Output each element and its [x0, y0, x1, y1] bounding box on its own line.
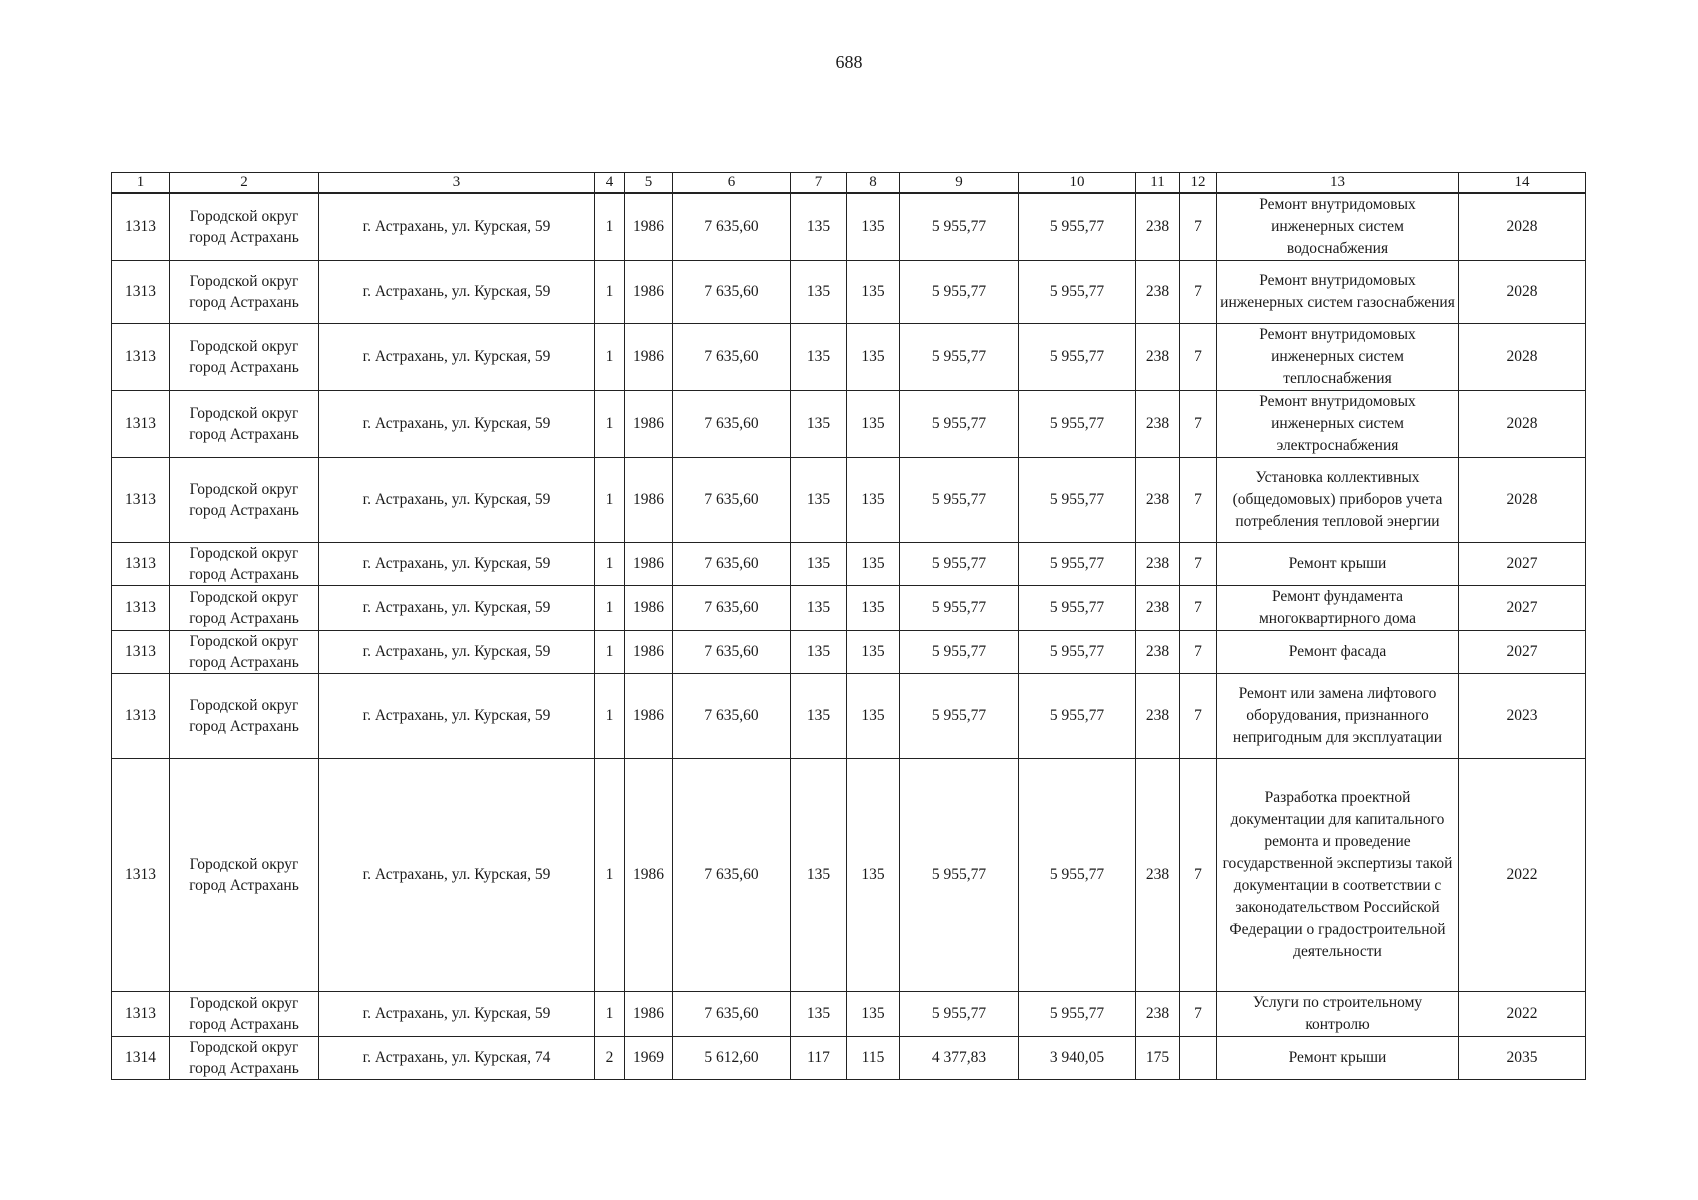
- total-area-cell: 7 635,60: [673, 674, 791, 759]
- area-value-a-cell: 5 955,77: [900, 193, 1019, 261]
- apartments-count-cell: 238: [1136, 261, 1180, 324]
- total-area-cell: 7 635,60: [673, 992, 791, 1037]
- apartments-count-cell: 175: [1136, 1037, 1180, 1080]
- apartments-count-cell: 238: [1136, 193, 1180, 261]
- floors-count-cell: 7: [1180, 631, 1217, 674]
- address-cell: г. Астрахань, ул. Курская, 59: [319, 391, 595, 458]
- residents-count-cell: 135: [791, 391, 847, 458]
- municipality-cell: Городской округ город Астрахань: [170, 992, 319, 1037]
- floors-count-cell: 7: [1180, 992, 1217, 1037]
- address-cell: г. Астрахань, ул. Курская, 59: [319, 458, 595, 543]
- apartments-count-cell: 238: [1136, 391, 1180, 458]
- table-row: [112, 543, 1586, 586]
- column-header: 5: [625, 173, 673, 194]
- planned-year-cell: 2028: [1459, 193, 1586, 261]
- area-value-b-cell: 5 955,77: [1019, 992, 1136, 1037]
- planned-year-cell: 2022: [1459, 992, 1586, 1037]
- table-body: [112, 193, 1586, 1080]
- building-category-cell: 1: [595, 759, 625, 992]
- municipality-cell: Городской округ город Астрахань: [170, 391, 319, 458]
- building-category-cell: 1: [595, 391, 625, 458]
- row-number-cell: 1313: [112, 992, 170, 1037]
- floors-count-cell: 7: [1180, 324, 1217, 391]
- apartments-count-cell: 238: [1136, 992, 1180, 1037]
- planned-year-cell: 2035: [1459, 1037, 1586, 1080]
- total-area-cell: 7 635,60: [673, 324, 791, 391]
- total-area-cell: 7 635,60: [673, 586, 791, 631]
- row-number-cell: 1313: [112, 759, 170, 992]
- year-built-cell: 1986: [625, 631, 673, 674]
- column-header: 7: [791, 173, 847, 194]
- address-cell: г. Астрахань, ул. Курская, 59: [319, 193, 595, 261]
- table-row: [112, 674, 1586, 759]
- year-built-cell: 1986: [625, 992, 673, 1037]
- floors-count-cell: 7: [1180, 674, 1217, 759]
- area-value-b-cell: 5 955,77: [1019, 193, 1136, 261]
- repair-work-type-cell: Ремонт фасада: [1217, 631, 1459, 674]
- table-row: [112, 759, 1586, 992]
- area-value-b-cell: 5 955,77: [1019, 324, 1136, 391]
- area-value-a-cell: 5 955,77: [900, 631, 1019, 674]
- table-row: [112, 992, 1586, 1037]
- year-built-cell: 1986: [625, 193, 673, 261]
- column-header: 4: [595, 173, 625, 194]
- area-value-a-cell: 5 955,77: [900, 759, 1019, 992]
- area-value-a-cell: 5 955,77: [900, 586, 1019, 631]
- repair-work-type-cell: Ремонт внутридомовых инженерных систем водоснабжения: [1217, 193, 1459, 261]
- year-built-cell: 1986: [625, 586, 673, 631]
- repair-work-type-cell: Ремонт внутридомовых инженерных систем теплоснабжения: [1217, 324, 1459, 391]
- apartments-count-cell: 238: [1136, 631, 1180, 674]
- row-number-cell: 1314: [112, 1037, 170, 1080]
- table-row: [112, 458, 1586, 543]
- row-number-cell: 1313: [112, 586, 170, 631]
- column-number-row: [112, 173, 1586, 194]
- building-category-cell: 2: [595, 1037, 625, 1080]
- municipality-cell: Городской округ город Астрахань: [170, 324, 319, 391]
- total-area-cell: 7 635,60: [673, 631, 791, 674]
- apartments-count-cell: 238: [1136, 543, 1180, 586]
- area-value-a-cell: 5 955,77: [900, 391, 1019, 458]
- address-cell: г. Астрахань, ул. Курская, 59: [319, 324, 595, 391]
- area-value-a-cell: 5 955,77: [900, 261, 1019, 324]
- total-area-cell: 5 612,60: [673, 1037, 791, 1080]
- column-header: 2: [170, 173, 319, 194]
- building-category-cell: 1: [595, 992, 625, 1037]
- area-value-b-cell: 5 955,77: [1019, 391, 1136, 458]
- table-row: [112, 193, 1586, 261]
- column-header: 10: [1019, 173, 1136, 194]
- building-category-cell: 1: [595, 261, 625, 324]
- apartments-count-cell: 238: [1136, 458, 1180, 543]
- planned-year-cell: 2027: [1459, 543, 1586, 586]
- area-value-b-cell: 5 955,77: [1019, 759, 1136, 992]
- residents-count-cell: 135: [791, 324, 847, 391]
- area-value-b-cell: 5 955,77: [1019, 586, 1136, 631]
- registered-count-cell: 135: [847, 586, 900, 631]
- total-area-cell: 7 635,60: [673, 759, 791, 992]
- floors-count-cell: [1180, 1037, 1217, 1080]
- planned-year-cell: 2028: [1459, 324, 1586, 391]
- planned-year-cell: 2023: [1459, 674, 1586, 759]
- registered-count-cell: 135: [847, 261, 900, 324]
- residents-count-cell: 135: [791, 992, 847, 1037]
- area-value-b-cell: 5 955,77: [1019, 261, 1136, 324]
- address-cell: г. Астрахань, ул. Курская, 59: [319, 261, 595, 324]
- repair-work-type-cell: Ремонт внутридомовых инженерных систем газоснабжения: [1217, 261, 1459, 324]
- municipality-cell: Городской округ город Астрахань: [170, 193, 319, 261]
- address-cell: г. Астрахань, ул. Курская, 59: [319, 586, 595, 631]
- year-built-cell: 1969: [625, 1037, 673, 1080]
- year-built-cell: 1986: [625, 543, 673, 586]
- planned-year-cell: 2028: [1459, 261, 1586, 324]
- table-row: [112, 391, 1586, 458]
- floors-count-cell: 7: [1180, 586, 1217, 631]
- page-number: 688: [835, 52, 863, 72]
- municipality-cell: Городской округ город Астрахань: [170, 1037, 319, 1080]
- row-number-cell: 1313: [112, 631, 170, 674]
- repair-work-type-cell: Разработка проектной документации для капитального ремонта и проведение государственной экспертизы такой документации в соответствии с законодательством Российской Федерации о градостроительной деятельности: [1217, 759, 1459, 992]
- municipality-cell: Городской округ город Астрахань: [170, 458, 319, 543]
- total-area-cell: 7 635,60: [673, 261, 791, 324]
- column-header: 12: [1180, 173, 1217, 194]
- column-header: 6: [673, 173, 791, 194]
- municipality-cell: Городской округ город Астрахань: [170, 543, 319, 586]
- area-value-b-cell: 5 955,77: [1019, 458, 1136, 543]
- table-row: [112, 586, 1586, 631]
- municipality-cell: Городской округ город Астрахань: [170, 261, 319, 324]
- floors-count-cell: 7: [1180, 458, 1217, 543]
- registered-count-cell: 135: [847, 992, 900, 1037]
- capital-repair-table: [111, 172, 1586, 1080]
- floors-count-cell: 7: [1180, 543, 1217, 586]
- table-row: [112, 261, 1586, 324]
- area-value-b-cell: 5 955,77: [1019, 543, 1136, 586]
- column-header: 11: [1136, 173, 1180, 194]
- planned-year-cell: 2027: [1459, 631, 1586, 674]
- year-built-cell: 1986: [625, 674, 673, 759]
- column-header: 14: [1459, 173, 1586, 194]
- address-cell: г. Астрахань, ул. Курская, 59: [319, 543, 595, 586]
- table-row: [112, 324, 1586, 391]
- area-value-b-cell: 5 955,77: [1019, 631, 1136, 674]
- row-number-cell: 1313: [112, 261, 170, 324]
- area-value-a-cell: 5 955,77: [900, 992, 1019, 1037]
- residents-count-cell: 117: [791, 1037, 847, 1080]
- repair-work-type-cell: Установка коллективных (общедомовых) приборов учета потребления тепловой энергии: [1217, 458, 1459, 543]
- registered-count-cell: 135: [847, 324, 900, 391]
- address-cell: г. Астрахань, ул. Курская, 59: [319, 631, 595, 674]
- residents-count-cell: 135: [791, 586, 847, 631]
- building-category-cell: 1: [595, 674, 625, 759]
- registered-count-cell: 135: [847, 674, 900, 759]
- address-cell: г. Астрахань, ул. Курская, 59: [319, 992, 595, 1037]
- repair-work-type-cell: Ремонт или замена лифтового оборудования, признанного непригодным для эксплуатации: [1217, 674, 1459, 759]
- column-header: 9: [900, 173, 1019, 194]
- planned-year-cell: 2028: [1459, 391, 1586, 458]
- column-header: 13: [1217, 173, 1459, 194]
- building-category-cell: 1: [595, 324, 625, 391]
- year-built-cell: 1986: [625, 261, 673, 324]
- address-cell: г. Астрахань, ул. Курская, 59: [319, 759, 595, 992]
- municipality-cell: Городской округ город Астрахань: [170, 631, 319, 674]
- floors-count-cell: 7: [1180, 261, 1217, 324]
- registered-count-cell: 135: [847, 193, 900, 261]
- registered-count-cell: 135: [847, 543, 900, 586]
- row-number-cell: 1313: [112, 391, 170, 458]
- building-category-cell: 1: [595, 586, 625, 631]
- area-value-a-cell: 5 955,77: [900, 674, 1019, 759]
- apartments-count-cell: 238: [1136, 324, 1180, 391]
- building-category-cell: 1: [595, 193, 625, 261]
- row-number-cell: 1313: [112, 324, 170, 391]
- registered-count-cell: 135: [847, 759, 900, 992]
- address-cell: г. Астрахань, ул. Курская, 59: [319, 674, 595, 759]
- repair-work-type-cell: Услуги по строительному контролю: [1217, 992, 1459, 1037]
- row-number-cell: 1313: [112, 458, 170, 543]
- registered-count-cell: 135: [847, 631, 900, 674]
- residents-count-cell: 135: [791, 674, 847, 759]
- area-value-a-cell: 4 377,83: [900, 1037, 1019, 1080]
- apartments-count-cell: 238: [1136, 759, 1180, 992]
- planned-year-cell: 2028: [1459, 458, 1586, 543]
- residents-count-cell: 135: [791, 261, 847, 324]
- residents-count-cell: 135: [791, 458, 847, 543]
- area-value-b-cell: 5 955,77: [1019, 674, 1136, 759]
- year-built-cell: 1986: [625, 391, 673, 458]
- year-built-cell: 1986: [625, 324, 673, 391]
- floors-count-cell: 7: [1180, 193, 1217, 261]
- apartments-count-cell: 238: [1136, 586, 1180, 631]
- area-value-a-cell: 5 955,77: [900, 543, 1019, 586]
- floors-count-cell: 7: [1180, 759, 1217, 992]
- column-header: 3: [319, 173, 595, 194]
- residents-count-cell: 135: [791, 759, 847, 992]
- planned-year-cell: 2027: [1459, 586, 1586, 631]
- building-category-cell: 1: [595, 543, 625, 586]
- total-area-cell: 7 635,60: [673, 458, 791, 543]
- repair-work-type-cell: Ремонт фундамента многоквартирного дома: [1217, 586, 1459, 631]
- row-number-cell: 1313: [112, 543, 170, 586]
- registered-count-cell: 135: [847, 391, 900, 458]
- municipality-cell: Городской округ город Астрахань: [170, 586, 319, 631]
- area-value-a-cell: 5 955,77: [900, 324, 1019, 391]
- planned-year-cell: 2022: [1459, 759, 1586, 992]
- area-value-a-cell: 5 955,77: [900, 458, 1019, 543]
- municipality-cell: Городской округ город Астрахань: [170, 759, 319, 992]
- municipality-cell: Городской округ город Астрахань: [170, 674, 319, 759]
- year-built-cell: 1986: [625, 759, 673, 992]
- area-value-b-cell: 3 940,05: [1019, 1037, 1136, 1080]
- registered-count-cell: 115: [847, 1037, 900, 1080]
- table-row: [112, 1037, 1586, 1080]
- residents-count-cell: 135: [791, 543, 847, 586]
- residents-count-cell: 135: [791, 193, 847, 261]
- residents-count-cell: 135: [791, 631, 847, 674]
- year-built-cell: 1986: [625, 458, 673, 543]
- apartments-count-cell: 238: [1136, 674, 1180, 759]
- row-number-cell: 1313: [112, 193, 170, 261]
- building-category-cell: 1: [595, 458, 625, 543]
- address-cell: г. Астрахань, ул. Курская, 74: [319, 1037, 595, 1080]
- column-header: 1: [112, 173, 170, 194]
- repair-work-type-cell: Ремонт крыши: [1217, 1037, 1459, 1080]
- total-area-cell: 7 635,60: [673, 193, 791, 261]
- column-header: 8: [847, 173, 900, 194]
- floors-count-cell: 7: [1180, 391, 1217, 458]
- building-category-cell: 1: [595, 631, 625, 674]
- repair-work-type-cell: Ремонт внутридомовых инженерных систем электроснабжения: [1217, 391, 1459, 458]
- table-row: [112, 631, 1586, 674]
- total-area-cell: 7 635,60: [673, 391, 791, 458]
- total-area-cell: 7 635,60: [673, 543, 791, 586]
- row-number-cell: 1313: [112, 674, 170, 759]
- repair-work-type-cell: Ремонт крыши: [1217, 543, 1459, 586]
- registered-count-cell: 135: [847, 458, 900, 543]
